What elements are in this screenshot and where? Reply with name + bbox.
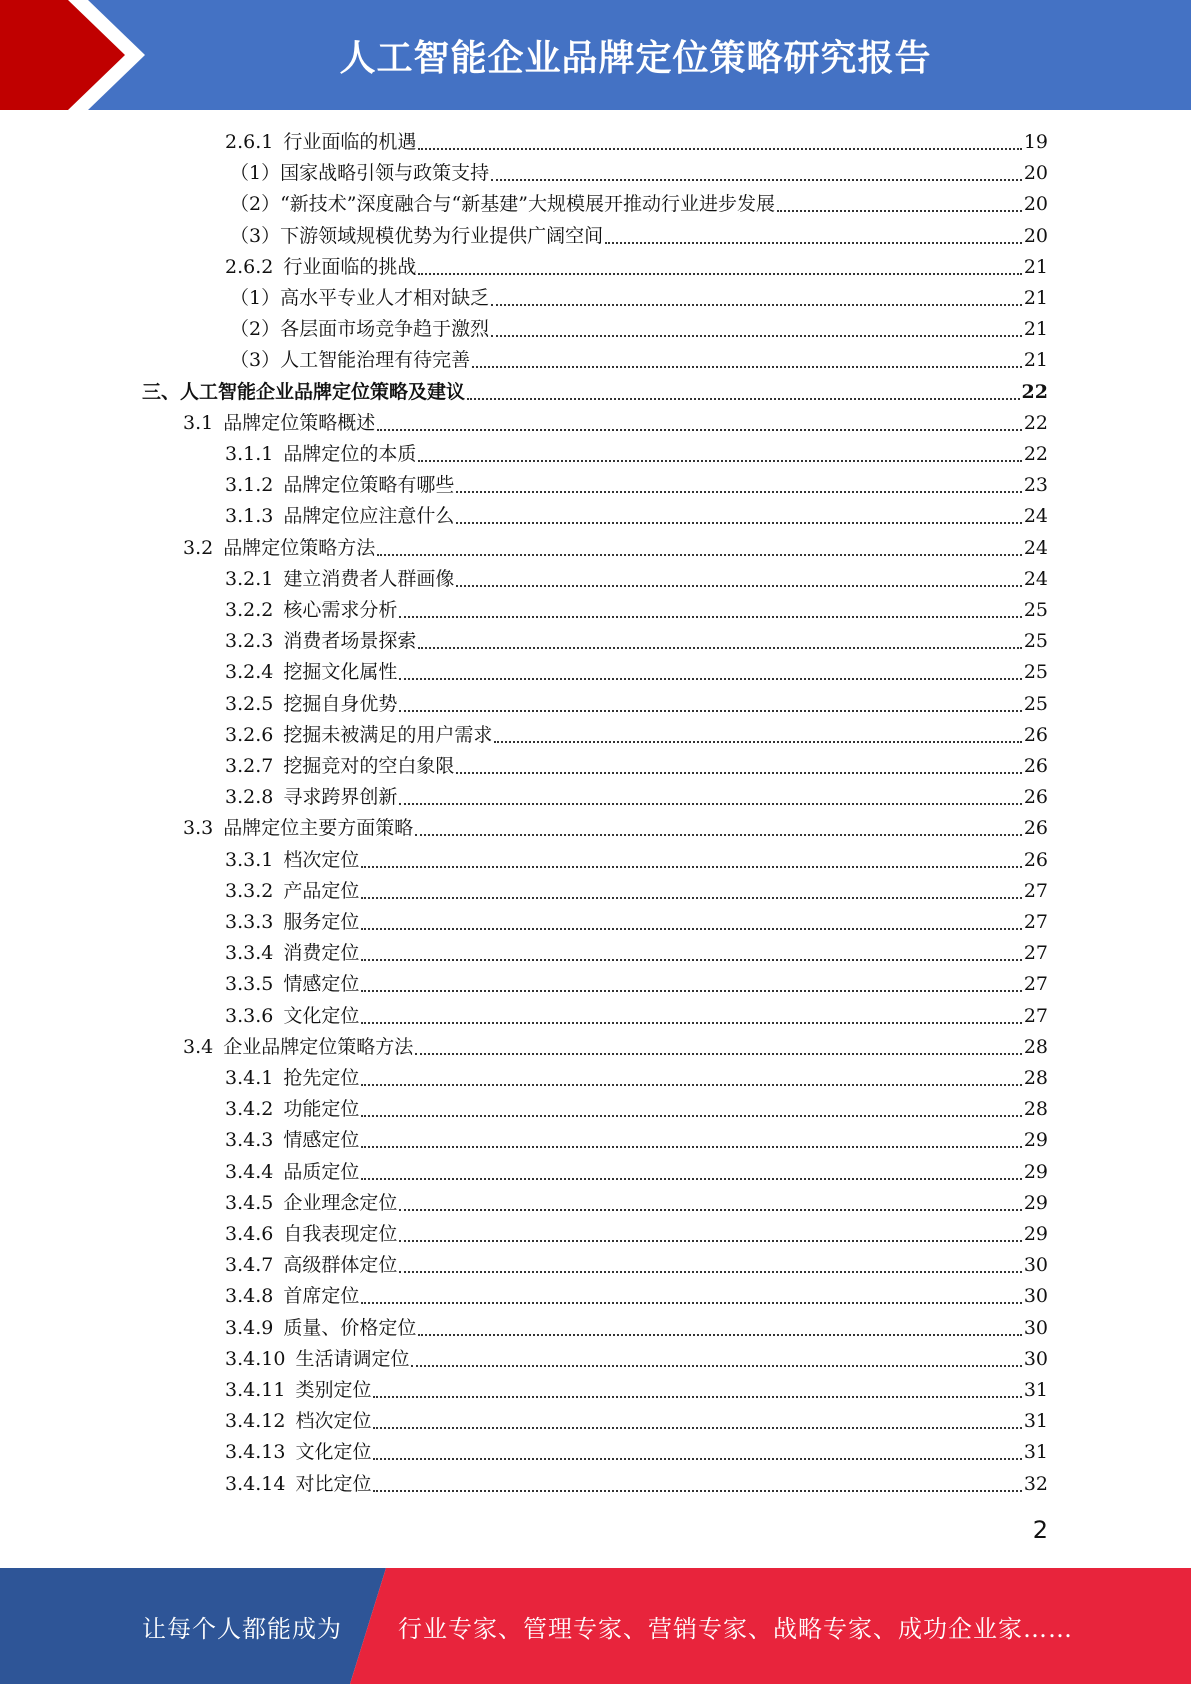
toc-entry-number: 3.4.10	[225, 1347, 286, 1370]
toc-dot-leader	[399, 803, 1021, 805]
toc-dot-leader	[361, 990, 1021, 992]
toc-dot-leader	[373, 1458, 1021, 1460]
toc-dot-leader	[456, 585, 1021, 587]
toc-entry-number: （3）	[230, 349, 281, 372]
toc-entry-number: （1）	[230, 162, 281, 185]
toc-entry-title: 行业面临的机遇	[283, 131, 417, 153]
toc-entry-number: （3）	[230, 224, 281, 247]
page-footer	[0, 1568, 1191, 1684]
toc-entry-title: 情感定位	[283, 973, 360, 996]
toc-entry-number: 3.3.1	[225, 848, 274, 871]
toc-entry-page: 30	[1023, 1285, 1048, 1308]
toc-entry-title: 品牌定位主要方面策略	[223, 817, 414, 840]
toc-entry[interactable]	[225, 595, 1048, 626]
toc-dot-leader	[399, 710, 1021, 712]
toc-entry[interactable]	[230, 189, 1048, 220]
toc-dot-leader	[418, 460, 1021, 462]
toc-entry-page: 27	[1023, 942, 1048, 965]
toc-entry[interactable]	[225, 1188, 1048, 1219]
toc-entry[interactable]	[225, 1094, 1048, 1125]
toc-entry[interactable]	[225, 1313, 1048, 1344]
toc-entry-number: 3.2.2	[225, 599, 274, 621]
toc-entry[interactable]	[225, 439, 1048, 470]
toc-entry-number: 3.2.1	[225, 567, 274, 590]
toc-entry[interactable]	[225, 564, 1048, 595]
toc-entry-page: 19	[1023, 131, 1048, 153]
toc-dot-leader	[373, 1427, 1021, 1429]
report-title: 人工智能企业品牌定位策略研究报告	[339, 37, 932, 79]
toc-entry[interactable]	[225, 1375, 1048, 1406]
toc-entry[interactable]	[225, 501, 1048, 532]
toc-entry-page: 22	[1023, 411, 1048, 434]
toc-entry-title: 对比定位	[295, 1472, 372, 1495]
toc-entry[interactable]	[225, 127, 1048, 158]
toc-entry-number: 2.6.2	[225, 255, 274, 278]
toc-entry[interactable]	[225, 1125, 1048, 1156]
toc-entry-title: 抢先定位	[283, 1067, 360, 1089]
toc-entry-page: 27	[1023, 879, 1048, 902]
toc-entry-number: 3.2.8	[225, 786, 274, 809]
toc-entry-page: 30	[1023, 1254, 1048, 1277]
toc-entry-title: 产品定位	[283, 879, 360, 902]
toc-entry-page: 24	[1023, 536, 1048, 559]
toc-entry[interactable]	[225, 876, 1048, 907]
toc-dot-leader	[361, 866, 1021, 868]
toc-entry-title: 寻求跨界创新	[283, 786, 398, 809]
toc-entry-page: 31	[1023, 1379, 1048, 1401]
toc-entry[interactable]	[225, 938, 1048, 969]
toc-entry-title: 质量、价格定位	[283, 1316, 417, 1339]
toc-entry-number: 3.1	[183, 411, 214, 434]
toc-dot-leader	[361, 1115, 1021, 1117]
toc-entry-page: 26	[1023, 786, 1048, 809]
toc-entry-page: 21	[1023, 349, 1048, 372]
toc-entry-page: 26	[1023, 848, 1048, 871]
footer-slogan-left: 让每个人都能成为	[142, 1614, 342, 1643]
toc-dot-leader	[418, 1334, 1021, 1336]
toc-entry-number: 3.4.3	[225, 1129, 274, 1152]
toc-dot-leader	[411, 1365, 1021, 1367]
toc-entry-title: 品牌定位策略方法	[223, 536, 376, 559]
toc-entry-number: 3.2.7	[225, 755, 274, 777]
toc-entry-title: 服务定位	[283, 911, 360, 933]
toc-entry-title: 品牌定位应注意什么	[283, 505, 455, 528]
toc-dot-leader	[361, 1146, 1021, 1148]
toc-entry[interactable]	[225, 969, 1048, 1000]
toc-dot-leader	[373, 1490, 1021, 1492]
toc-entry-page: 26	[1023, 755, 1048, 777]
footer-slogan-right: 行业专家、管理专家、营销专家、战略专家、成功企业家……	[398, 1614, 1073, 1643]
toc-entry-page: 27	[1023, 973, 1048, 996]
toc-entry[interactable]	[225, 1001, 1048, 1032]
toc-dot-leader	[399, 1209, 1021, 1211]
toc-entry-title: 生活请调定位	[295, 1347, 410, 1370]
header-arrow-decoration	[0, 0, 160, 110]
toc-entry[interactable]	[225, 1281, 1048, 1312]
toc-dot-leader	[418, 273, 1021, 275]
toc-entry-title: 下游领域规模优势为行业提供广阔空间	[280, 224, 604, 247]
toc-dot-leader	[491, 179, 1022, 181]
toc-entry[interactable]	[225, 252, 1048, 283]
toc-entry-number: 3.3	[183, 817, 214, 840]
toc-entry-title: “新技术”深度融合与“新基建”大规模展开推动行业进步发展	[280, 193, 775, 216]
toc-dot-leader	[467, 398, 1020, 400]
toc-entry-page: 20	[1023, 193, 1048, 216]
toc-entry-title: 文化定位	[295, 1441, 372, 1464]
toc-entry-number: 3.1.2	[225, 474, 274, 497]
toc-entry-page: 31	[1023, 1441, 1048, 1464]
toc-entry-number: 3.2.4	[225, 661, 274, 684]
toc-entry-number: 3.2.6	[225, 723, 274, 746]
toc-entry-page: 20	[1023, 224, 1048, 247]
toc-dot-leader	[399, 1240, 1021, 1242]
toc-entry[interactable]	[225, 657, 1048, 688]
toc-entry-title: 国家战略引领与政策支持	[280, 162, 490, 185]
toc-entry-number: 3.4.11	[225, 1379, 286, 1401]
toc-entry[interactable]	[230, 345, 1048, 376]
toc-entry[interactable]	[225, 1157, 1048, 1188]
toc-entry[interactable]	[225, 1469, 1048, 1500]
toc-entry-number: 3.3.2	[225, 879, 274, 902]
toc-entry-number: 3.4.9	[225, 1316, 274, 1339]
toc-entry-number: 3.2	[183, 536, 214, 559]
toc-dot-leader	[418, 148, 1021, 150]
toc-entry-page: 30	[1023, 1316, 1048, 1339]
toc-entry[interactable]	[225, 470, 1048, 501]
toc-dot-leader	[418, 647, 1021, 649]
toc-entry-page: 25	[1023, 692, 1048, 715]
toc-entry-number: 2.6.1	[225, 131, 274, 153]
toc-entry-number: 3.3.3	[225, 911, 274, 933]
toc-entry[interactable]	[225, 1406, 1048, 1437]
toc-entry[interactable]	[230, 221, 1048, 252]
toc-entry[interactable]	[230, 283, 1048, 314]
toc-entry-title: 品质定位	[283, 1160, 360, 1183]
toc-entry[interactable]	[225, 1437, 1048, 1468]
toc-entry-page: 21	[1023, 287, 1048, 309]
toc-entry[interactable]	[225, 782, 1048, 813]
toc-entry-page: 21	[1023, 255, 1048, 278]
toc-entry-number: （1）	[230, 287, 281, 309]
toc-entry-page: 24	[1023, 567, 1048, 590]
toc-entry[interactable]	[230, 314, 1048, 345]
toc-dot-leader	[456, 491, 1021, 493]
toc-entry-title: 人工智能企业品牌定位策略及建议	[180, 380, 466, 403]
page-number: 2	[1032, 1516, 1048, 1544]
toc-entry-number: 3.4.13	[225, 1441, 286, 1464]
toc-entry-number: 3.4.4	[225, 1160, 274, 1183]
toc-dot-leader	[361, 897, 1021, 899]
toc-entry-page: 28	[1023, 1098, 1048, 1121]
page-header	[0, 0, 1191, 110]
toc-entry-page: 32	[1023, 1472, 1048, 1495]
toc-entry-page: 21	[1023, 318, 1048, 341]
toc-entry[interactable]	[230, 158, 1048, 189]
toc-entry-page: 29	[1023, 1129, 1048, 1152]
toc-entry-title: 品牌定位策略概述	[223, 411, 376, 434]
toc-entry-title: 建立消费者人群画像	[283, 567, 455, 590]
toc-entry-number: 3.1.3	[225, 505, 274, 528]
toc-entry-page: 27	[1023, 1004, 1048, 1027]
toc-entry-number: 3.3.4	[225, 942, 274, 965]
toc-entry[interactable]	[183, 813, 1048, 844]
toc-entry-title: 挖掘竞对的空白象限	[283, 755, 455, 777]
toc-entry[interactable]	[225, 907, 1048, 938]
toc-entry[interactable]	[225, 1250, 1048, 1281]
toc-dot-leader	[491, 304, 1022, 306]
toc-entry-page: 22	[1021, 380, 1048, 403]
toc-entry[interactable]	[225, 1219, 1048, 1250]
toc-dot-leader	[377, 554, 1022, 556]
toc-entry-title: 自我表现定位	[283, 1223, 398, 1245]
toc-entry-page: 20	[1023, 162, 1048, 185]
toc-dot-leader	[361, 928, 1021, 930]
toc-entry-number: 3.4.12	[225, 1410, 286, 1433]
toc-entry-number: 3.1.1	[225, 443, 274, 465]
toc-entry-number: 3.3.6	[225, 1004, 274, 1027]
toc-entry-page: 27	[1023, 911, 1048, 933]
toc-entry[interactable]	[183, 533, 1048, 564]
toc-entry-title: 人工智能治理有待完善	[280, 349, 471, 372]
toc-dot-leader	[491, 335, 1022, 337]
toc-entry-number: 3.4.2	[225, 1098, 274, 1121]
toc-entry-number: 三、	[142, 380, 181, 403]
toc-entry-page: 23	[1023, 474, 1048, 497]
toc-entry-page: 30	[1023, 1347, 1048, 1370]
toc-dot-leader	[361, 1084, 1021, 1086]
toc-entry[interactable]	[225, 751, 1048, 782]
toc-entry-title: 消费者场景探索	[283, 630, 417, 653]
toc-entry-title: 情感定位	[283, 1129, 360, 1152]
toc-dot-leader	[456, 772, 1021, 774]
toc-dot-leader	[373, 1396, 1021, 1398]
toc-entry-title: 品牌定位策略有哪些	[283, 474, 455, 497]
toc-entry-title: 挖掘未被满足的用户需求	[283, 723, 493, 746]
toc-entry-number: 3.4.1	[225, 1067, 274, 1089]
toc-dot-leader	[472, 366, 1022, 368]
toc-entry[interactable]	[225, 845, 1048, 876]
toc-entry-page: 24	[1023, 505, 1048, 528]
toc-entry-number: 3.2.3	[225, 630, 274, 653]
toc-entry-title: 挖掘文化属性	[283, 661, 398, 684]
toc-entry-number: 3.4.7	[225, 1254, 274, 1277]
toc-entry[interactable]	[225, 1344, 1048, 1375]
toc-entry[interactable]	[225, 626, 1048, 657]
toc-entry-page: 22	[1023, 443, 1048, 465]
toc-entry-title: 消费定位	[283, 942, 360, 965]
toc-entry-title: 品牌定位的本质	[283, 443, 417, 465]
toc-entry[interactable]	[225, 1063, 1048, 1094]
toc-entry-title: 核心需求分析	[283, 599, 398, 621]
toc-dot-leader	[605, 242, 1022, 244]
toc-dot-leader	[415, 834, 1022, 836]
toc-entry-title: 各层面市场竞争趋于激烈	[280, 318, 490, 341]
toc-entry-title: 高级群体定位	[283, 1254, 398, 1277]
toc-dot-leader	[399, 678, 1021, 680]
toc-entry-number: 3.3.5	[225, 973, 274, 996]
toc-entry-page: 29	[1023, 1223, 1048, 1245]
toc-dot-leader	[361, 1022, 1021, 1024]
toc-dot-leader	[456, 522, 1021, 524]
toc-dot-leader	[377, 429, 1022, 431]
toc-entry-page: 28	[1023, 1035, 1048, 1058]
toc-entry-number: 3.4	[183, 1035, 214, 1058]
toc-entry-number: （2）	[230, 193, 281, 216]
toc-entry-page: 31	[1023, 1410, 1048, 1433]
toc-dot-leader	[361, 1302, 1021, 1304]
toc-entry[interactable]	[142, 377, 1048, 408]
toc-dot-leader	[361, 1178, 1021, 1180]
toc-entry-page: 28	[1023, 1067, 1048, 1089]
toc-entry-title: 首席定位	[283, 1285, 360, 1308]
toc-entry-page: 26	[1023, 723, 1048, 746]
toc-dot-leader	[399, 616, 1021, 618]
toc-entry[interactable]	[225, 689, 1048, 720]
toc-dot-leader	[361, 959, 1021, 961]
toc-entry[interactable]	[183, 1032, 1048, 1063]
toc-entry-title: 企业品牌定位策略方法	[223, 1035, 414, 1058]
toc-entry[interactable]	[225, 720, 1048, 751]
toc-entry-page: 25	[1023, 661, 1048, 684]
toc-entry-title: 企业理念定位	[283, 1191, 398, 1214]
toc-entry-page: 29	[1023, 1160, 1048, 1183]
toc-entry-number: 3.4.5	[225, 1191, 274, 1214]
toc-entry-number: 3.4.6	[225, 1223, 274, 1245]
toc-entry-number: （2）	[230, 318, 281, 341]
toc-entry-number: 3.4.14	[225, 1472, 286, 1495]
toc-entry[interactable]	[183, 408, 1048, 439]
toc-entry-page: 25	[1023, 630, 1048, 653]
toc-entry-number: 3.4.8	[225, 1285, 274, 1308]
toc-entry-title: 文化定位	[283, 1004, 360, 1027]
toc-entry-title: 行业面临的挑战	[283, 255, 417, 278]
toc-entry-page: 25	[1023, 599, 1048, 621]
toc-dot-leader	[494, 741, 1021, 743]
toc-entry-number: 3.2.5	[225, 692, 274, 715]
toc-dot-leader	[415, 1053, 1022, 1055]
toc-dot-leader	[777, 210, 1022, 212]
toc-entry-page: 29	[1023, 1191, 1048, 1214]
toc-entry-title: 类别定位	[295, 1379, 372, 1401]
toc-entry-page: 26	[1023, 817, 1048, 840]
toc-entry-title: 挖掘自身优势	[283, 692, 398, 715]
toc-dot-leader	[399, 1271, 1021, 1273]
toc-entry-title: 档次定位	[283, 848, 360, 871]
toc-entry-title: 档次定位	[295, 1410, 372, 1433]
toc-entry-title: 高水平专业人才相对缺乏	[280, 287, 490, 309]
toc-entry-title: 功能定位	[283, 1098, 360, 1121]
